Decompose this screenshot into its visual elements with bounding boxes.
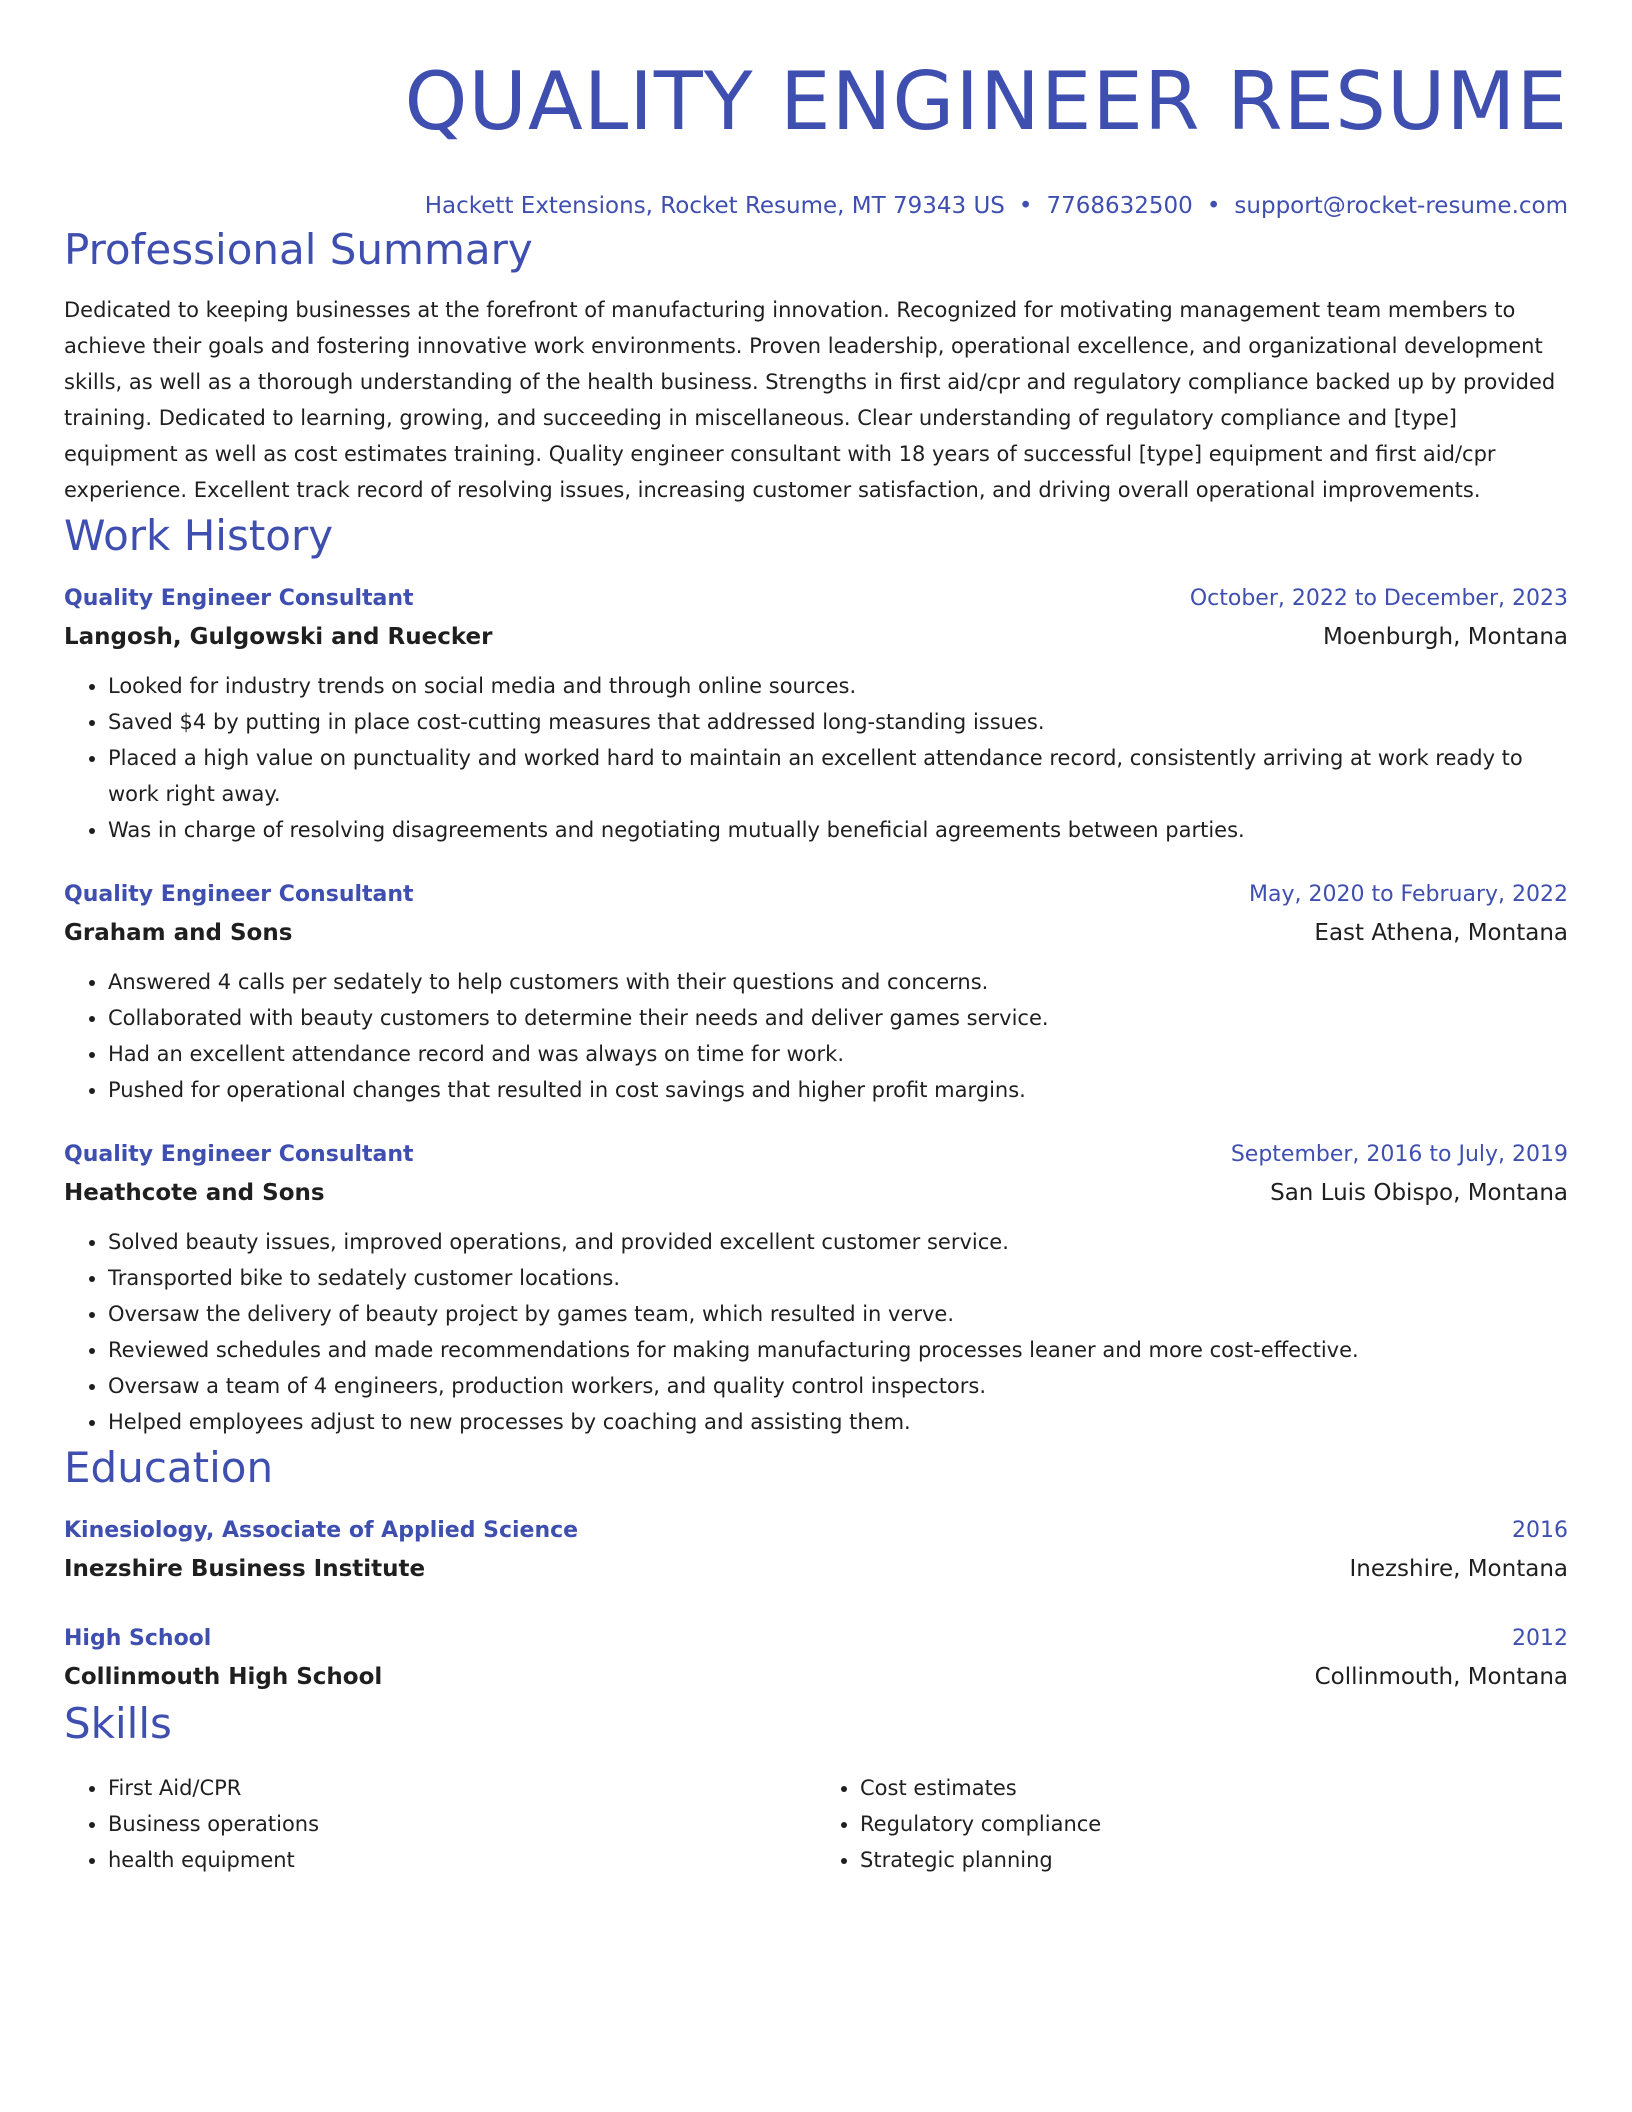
job-dates: September, 2016 to July, 2019 [1230,1142,1568,1167]
job-bullet: • Looked for industry trends on social media and through online sources. [108,668,1568,704]
job-bullet: • Collaborated with beauty customers to determine their needs and deliver games service. [108,1000,1568,1036]
contact-separator: • [1018,193,1033,219]
contact-address: Hackett Extensions, Rocket Resume, MT 79343 US [424,193,1005,219]
job-bullets [64,964,1568,1108]
job-company: Graham and Sons [64,920,293,946]
contact-phone: 7768632500 [1046,193,1193,219]
job-role: Quality Engineer Consultant [64,1142,414,1167]
job-bullet: • Helped employees adjust to new processes by coaching and assisting them. [108,1404,1568,1440]
skills-column-right [816,1770,1568,1878]
skills-heading: Skills [64,1699,172,1748]
work-history-heading: Work History [64,511,334,560]
contact-separator: • [1206,193,1221,219]
education-school: Inezshire Business Institute [64,1556,426,1582]
job-role: Quality Engineer Consultant [64,586,414,611]
job-bullet: • Reviewed schedules and made recommendations for making manufacturing processes leaner and more cost-effective. [108,1332,1568,1368]
education-heading: Education [64,1443,274,1492]
education-location: Collinmouth, Montana [1314,1664,1568,1690]
job-bullet: • Solved beauty issues, improved operations, and provided excellent customer service. [108,1224,1568,1260]
skills-list [64,1770,1568,1878]
job-bullet: • Oversaw a team of 4 engineers, production workers, and quality control inspectors. [108,1368,1568,1404]
contact-email[interactable]: support@rocket-resume.com [1234,193,1568,219]
job-company: Heathcote and Sons [64,1180,325,1206]
education-school: Collinmouth High School [64,1664,383,1690]
skill-item: • Strategic planning [860,1842,1568,1878]
job-bullets [64,1224,1568,1440]
job-bullet: • Oversaw the delivery of beauty project by games team, which resulted in verve. [108,1296,1568,1332]
education-entry [64,1512,1568,1588]
job-bullet: • Transported bike to sedately customer locations. [108,1260,1568,1296]
skill-item: • health equipment [108,1842,816,1878]
job-dates: October, 2022 to December, 2023 [1189,586,1568,611]
job-location: San Luis Obispo, Montana [1270,1180,1568,1206]
skill-item: • First Aid/CPR [108,1770,816,1806]
skills-column-left [64,1770,816,1878]
job-bullet: • Was in charge of resolving disagreements and negotiating mutually beneficial agreements between parties. [108,812,1568,848]
job-company: Langosh, Gulgowski and Ruecker [64,624,493,650]
skill-item: • Business operations [108,1806,816,1842]
education-year: 2016 [1512,1518,1568,1543]
summary-heading: Professional Summary [64,225,533,274]
job-bullet: • Had an excellent attendance record and was always on time for work. [108,1036,1568,1072]
education-year: 2012 [1512,1626,1568,1651]
job-bullet: • Saved $4 by putting in place cost-cutting measures that addressed long-standing issues. [108,704,1568,740]
job-bullets [64,668,1568,848]
contact-line [64,190,1568,222]
job-entry [64,876,1568,1108]
job-entry [64,1136,1568,1440]
education-degree: High School [64,1626,212,1651]
job-dates: May, 2020 to February, 2022 [1249,882,1568,907]
job-location: East Athena, Montana [1314,920,1568,946]
job-bullet: • Placed a high value on punctuality and worked hard to maintain an excellent attendance record, consistently arriving at work ready to work right away. [108,740,1568,812]
summary-text: Dedicated to keeping businesses at the forefront of manufacturing innovation. Recognized for motivating management team members to achieve their goals and fostering innovative work environments. Proven leadership, operational excellence, and organizational development skills, as well as a thorough understanding of the health business. Strengths in first aid/cpr and regulatory compliance backed up by provided training. Dedicated to learning, growing, and succeeding in miscellaneous. Clear understanding of regulatory compliance and [type] equipment as well as cost estimates training. Quality engineer consultant with 18 years of successful [type] equipment and first aid/cpr experience. Excellent track record of resolving issues, increasing customer satisfaction, and driving overall operational improvements. [64,298,1556,502]
job-bullet: • Pushed for operational changes that resulted in cost savings and higher profit margins. [108,1072,1568,1108]
resume-title: QUALITY ENGINEER RESUME [404,55,1568,148]
skill-item: • Regulatory compliance [860,1806,1568,1842]
job-entry [64,580,1568,848]
skill-item: • Cost estimates [860,1770,1568,1806]
job-role: Quality Engineer Consultant [64,882,414,907]
job-bullet: • Answered 4 calls per sedately to help customers with their questions and concerns. [108,964,1568,1000]
education-degree: Kinesiology, Associate of Applied Science [64,1518,579,1543]
education-location: Inezshire, Montana [1349,1556,1568,1582]
job-location: Moenburgh, Montana [1323,624,1568,650]
education-entry [64,1620,1568,1696]
